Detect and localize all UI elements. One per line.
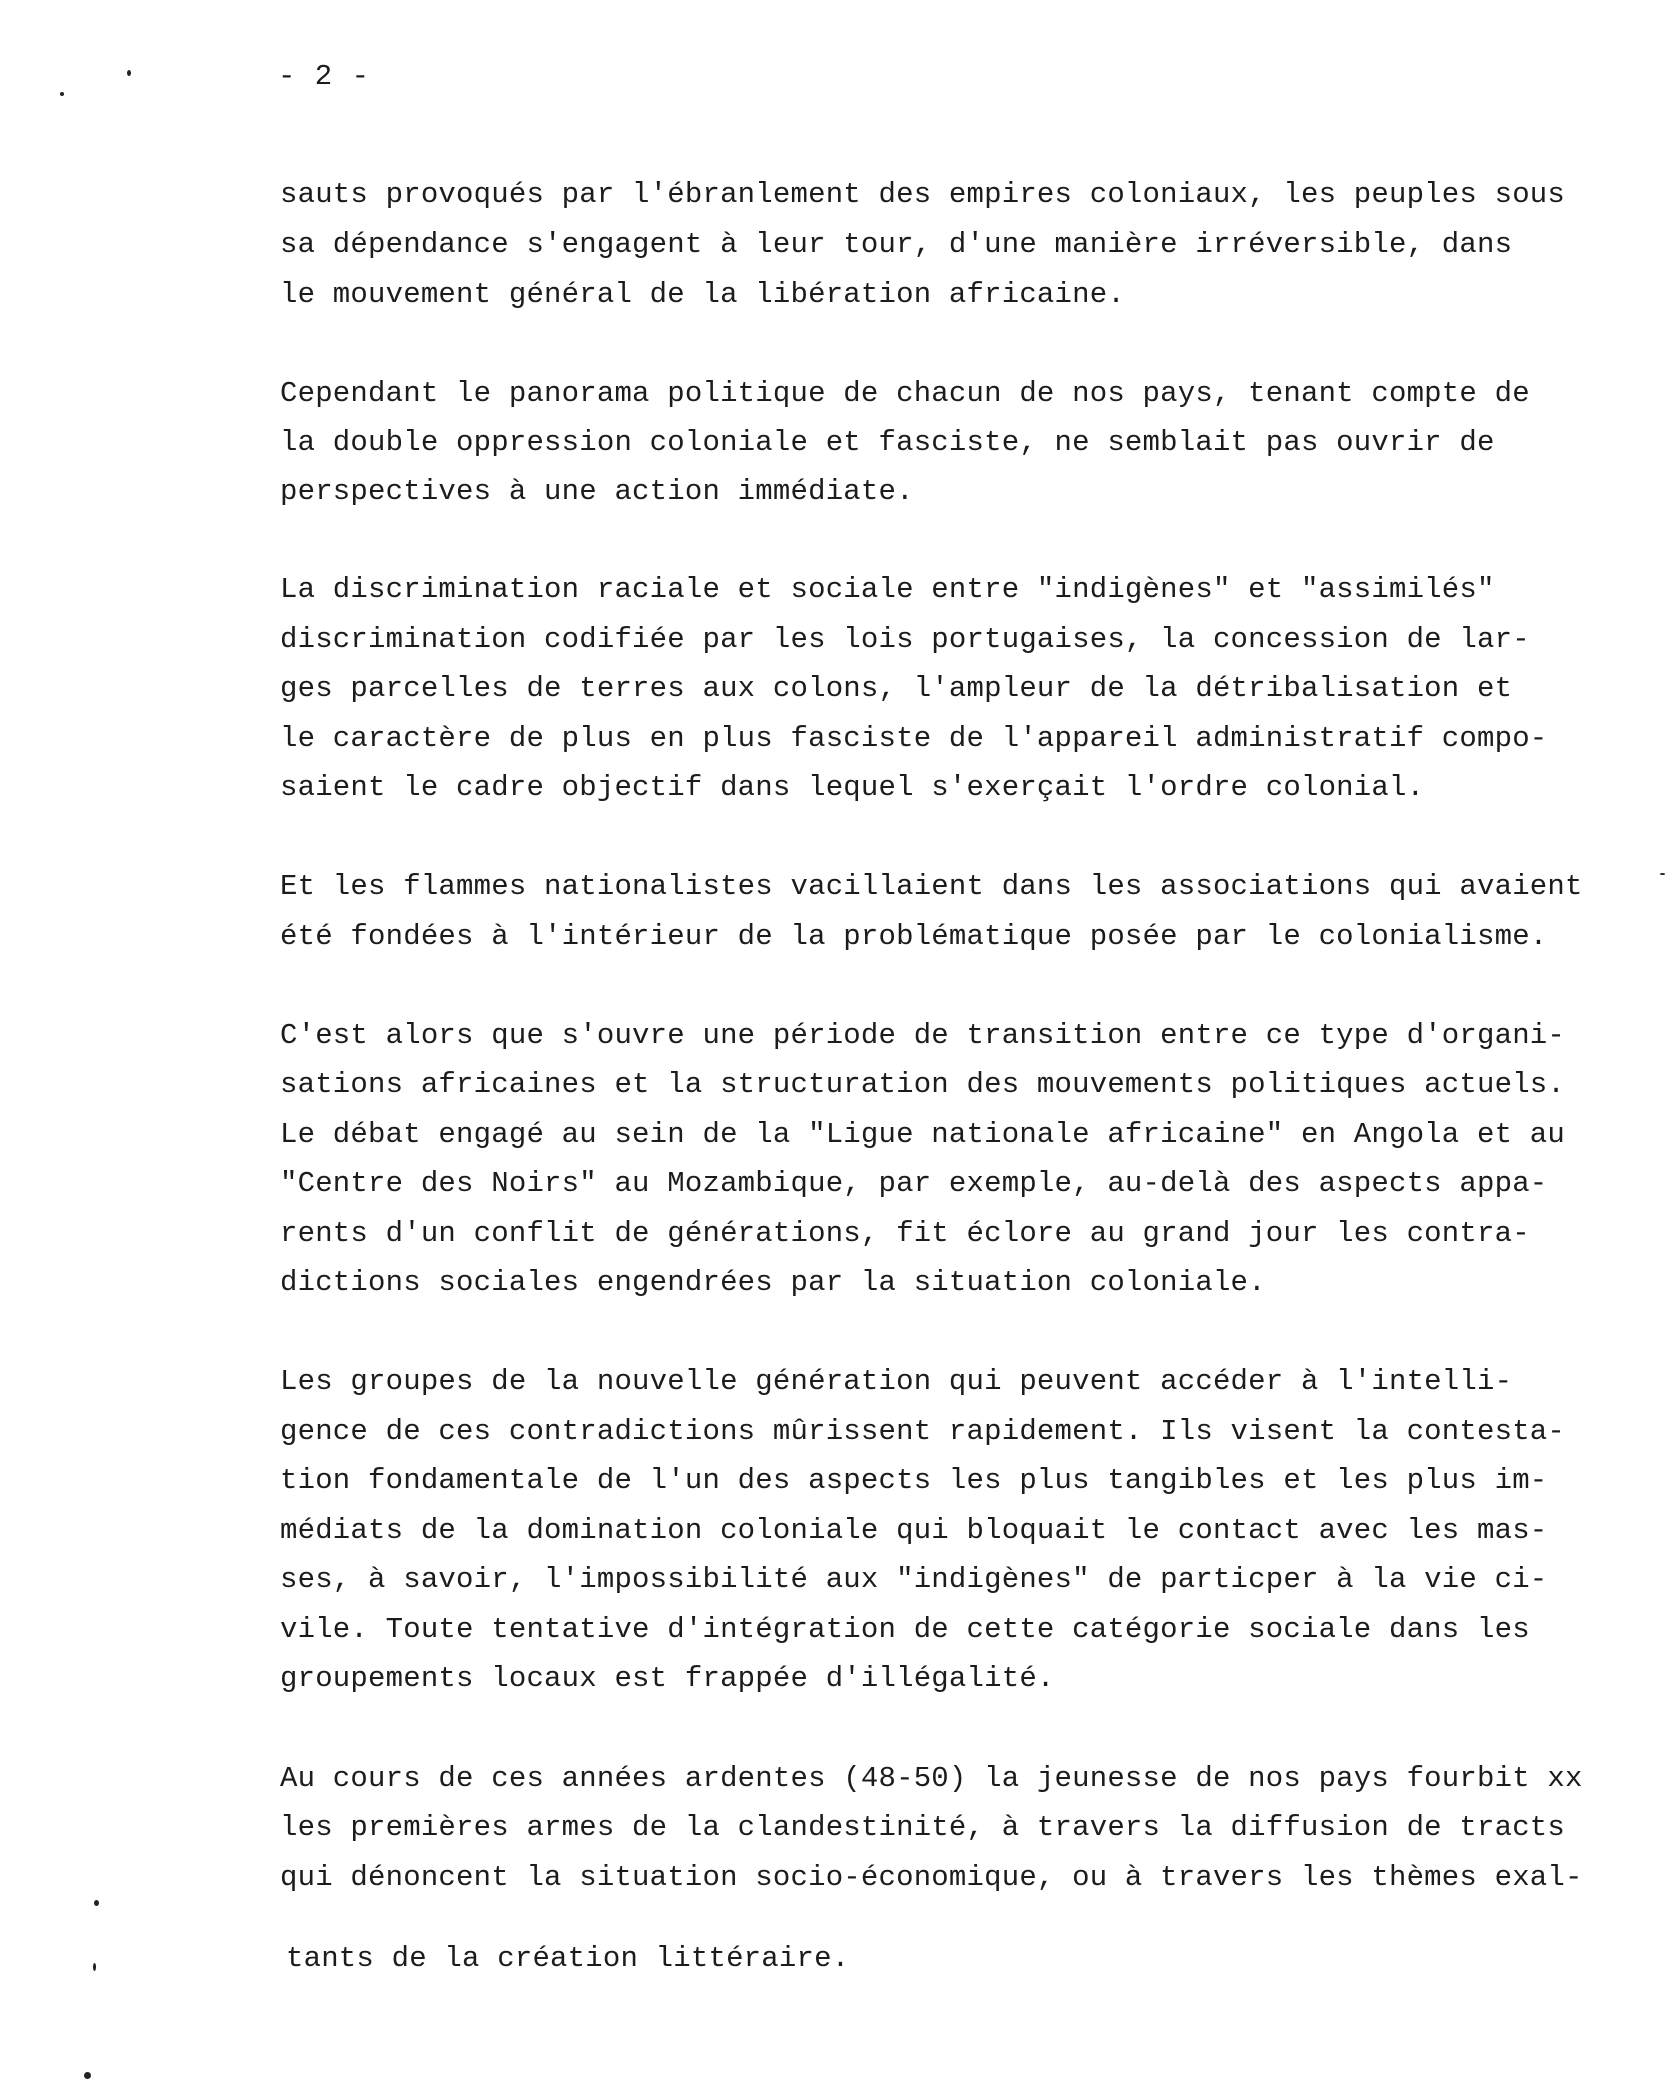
paragraph-6-line-3: tion fondamentale de l'un des aspects les plus tangibles et les plus im-: [280, 1464, 1548, 1497]
paragraph-3-line-2: discrimination codifiée par les lois portugaises, la concession de lar-: [280, 623, 1530, 656]
scan-speck: [93, 1963, 96, 1971]
paragraph-4-line-1: Et les flammes nationalistes vacillaient dans les associations qui avaient: [280, 870, 1583, 903]
paragraph-5-line-3: Le débat engagé au sein de la "Ligue nationale africaine" en Angola et au: [280, 1118, 1566, 1151]
paragraph-3-line-3: ges parcelles de terres aux colons, l'ampleur de la détribalisation et: [280, 672, 1513, 705]
scan-speck: [60, 92, 64, 96]
paragraph-6-line-5: ses, à savoir, l'impossibilité aux "indigènes" de particper à la vie ci-: [280, 1563, 1548, 1596]
paragraph-2-line-1: Cependant le panorama politique de chacun de nos pays, tenant compte de: [280, 377, 1530, 410]
paragraph-6-line-1: Les groupes de la nouvelle génération qui peuvent accéder à l'intelli-: [280, 1365, 1513, 1398]
scan-speck: [94, 1900, 99, 1906]
paragraph-7-line-2: les premières armes de la clandestinité, à travers la diffusion de tracts: [280, 1811, 1566, 1844]
paragraph-6-line-7: groupements locaux est frappée d'illégalité.: [280, 1662, 1055, 1695]
paragraph-1-line-2: sa dépendance s'engagent à leur tour, d'une manière irréversible, dans: [280, 228, 1513, 261]
paragraph-2-line-2: la double oppression coloniale et fasciste, ne semblait pas ouvrir de: [280, 426, 1495, 459]
paragraph-1-line-1: sauts provoqués par l'ébranlement des empires coloniaux, les peuples sous: [280, 178, 1566, 211]
paragraph-2-line-3: perspectives à une action immédiate.: [280, 475, 914, 508]
paragraph-5-line-1: C'est alors que s'ouvre une période de transition entre ce type d'organi-: [280, 1019, 1566, 1052]
page-number: - 2 -: [278, 60, 371, 93]
paragraph-1-line-3: le mouvement général de la libération africaine.: [280, 278, 1125, 311]
paragraph-5-line-6: dictions sociales engendrées par la situation coloniale.: [280, 1266, 1266, 1299]
scan-speck: [84, 2072, 91, 2079]
paragraph-6-line-2: gence de ces contradictions mûrissent rapidement. Ils visent la contesta-: [280, 1415, 1566, 1448]
paragraph-7-line-1: Au cours de ces années ardentes (48-50) la jeunesse de nos pays fourbit xx: [280, 1762, 1583, 1795]
paragraph-7-line-3: qui dénoncent la situation socio-économique, ou à travers les thèmes exal-: [280, 1861, 1583, 1894]
paragraph-7-line-4: tants de la création littéraire.: [286, 1942, 850, 1975]
paragraph-3-line-1: La discrimination raciale et sociale entre "indigènes" et "assimilés": [280, 573, 1495, 606]
paragraph-3-line-5: saient le cadre objectif dans lequel s'exerçait l'ordre colonial.: [280, 771, 1425, 804]
paragraph-3-line-4: le caractère de plus en plus fasciste de l'appareil administratif compo-: [280, 722, 1548, 755]
paragraph-6-line-6: vile. Toute tentative d'intégration de cette catégorie sociale dans les: [280, 1613, 1530, 1646]
paragraph-5-line-4: "Centre des Noirs" au Mozambique, par exemple, au-delà des aspects appa-: [280, 1167, 1548, 1200]
scan-speck: [1660, 873, 1665, 875]
paragraph-6-line-4: médiats de la domination coloniale qui bloquait le contact avec les mas-: [280, 1514, 1548, 1547]
paragraph-5-line-5: rents d'un conflit de générations, fit éclore au grand jour les contra-: [280, 1217, 1530, 1250]
scan-speck: [127, 70, 131, 76]
paragraph-5-line-2: sations africaines et la structuration des mouvements politiques actuels.: [280, 1068, 1566, 1101]
paragraph-4-line-2: été fondées à l'intérieur de la problématique posée par le colonialisme.: [280, 920, 1548, 953]
